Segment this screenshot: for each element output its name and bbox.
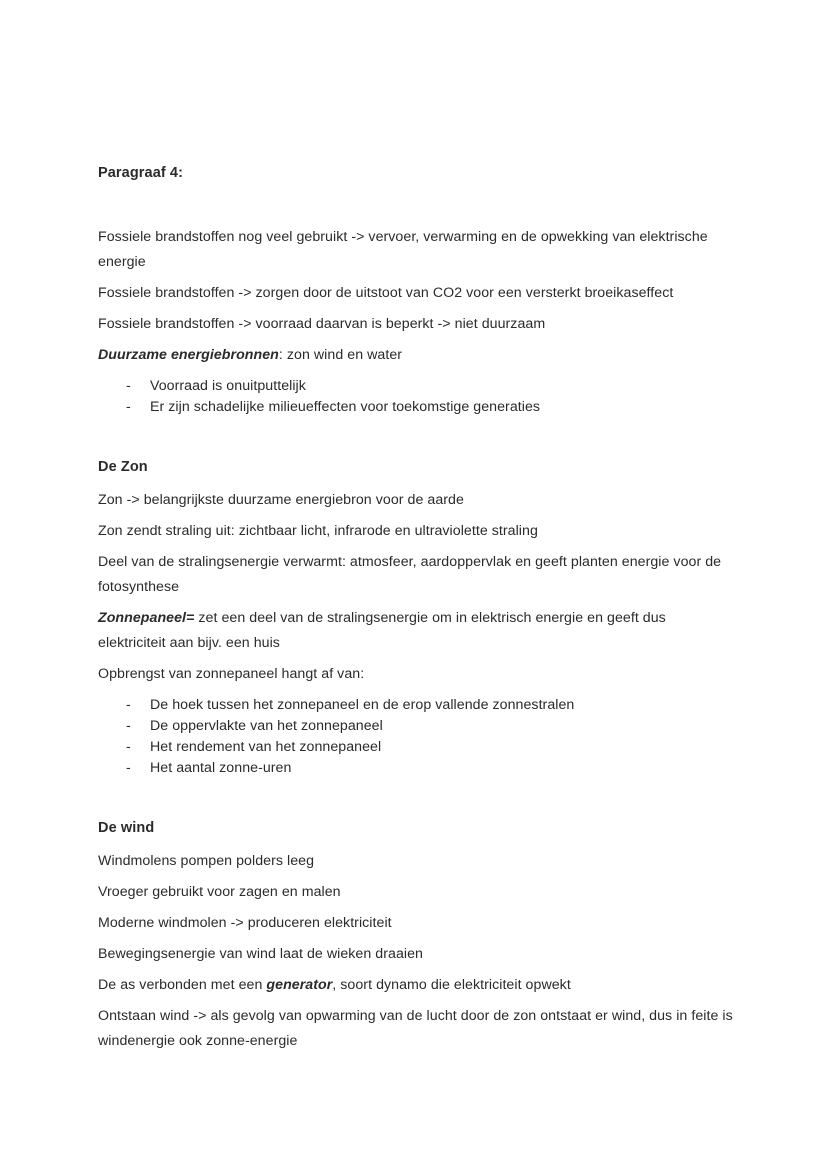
heading-de-zon: De Zon [98,459,148,475]
definition-term: Zonnepaneel= [98,610,195,626]
definition-term: Duurzame energiebronnen [98,347,279,363]
paragraph-opbrengst-intro: Opbrengst van zonnepaneel hangt af van: [98,666,365,682]
list-item-label: Het aantal zonne-uren [150,760,292,776]
list-item [98,376,734,397]
list-item [98,737,734,758]
paragraph-wind-vroeger: Vroeger gebruikt voor zagen en malen [98,884,341,900]
dash-marker: - [126,399,131,415]
paragraph-fossiele-gebruik: Fossiele brandstoffen nog veel gebruikt -> vervoer, verwarming en de opwekking van elektrische energie [98,229,708,270]
paragraph-wind-modern: Moderne windmolen -> produceren elektriciteit [98,915,392,931]
list-item-label: Voorraad is onuitputtelijk [150,378,306,394]
paragraph-fossiele-voorraad: Fossiele brandstoffen -> voorraad daarvan is beperkt -> niet duurzaam [98,316,546,332]
definition-rest: : zon wind en water [278,347,403,363]
list-item-label: Er zijn schadelijke milieueffecten voor toekomstige generaties [150,399,541,415]
paragraph-wind-ontstaan: Ontstaan wind -> als gevolg van opwarming van de lucht door de zon ontstaat er wind, dus in feite is windenergie ook zonne-energie [98,1008,733,1049]
list-item [98,716,734,737]
document-content [98,163,734,1060]
heading-de-wind: De wind [98,820,155,836]
paragraph-fossiele-co2: Fossiele brandstoffen -> zorgen door de uitstoot van CO2 voor een versterkt broeikaseffect [98,285,674,301]
section-gap-wind [98,779,734,818]
section-gap-zon [98,418,734,457]
list-item [98,397,734,418]
definition-zonnepaneel [98,606,734,656]
page-title: Paragraaf 4: [98,165,184,181]
generator-before: De as verbonden met een [98,977,267,993]
dash-marker: - [126,378,131,394]
list-item [98,758,734,779]
list-item-label: De hoek tussen het zonnepaneel en de erop vallende zonnestralen [150,697,575,713]
definition-term: generator [266,977,333,993]
list-item [98,695,734,716]
title-spacer [98,183,734,225]
list-item-label: Het rendement van het zonnepaneel [150,739,382,755]
definition-rest: zet een deel van de stralingsenergie om in elektrisch energie en geeft dus elektriciteit aan bijv. een huis [98,610,666,651]
definition-duurzame-energiebronnen [98,343,734,368]
paragraph-wind-bewegingsenergie: Bewegingsenergie van wind laat de wieken draaien [98,946,423,962]
list-opbrengst-factoren [98,695,734,779]
list-item-label: De oppervlakte van het zonnepaneel [150,718,383,734]
paragraph-wind-polders: Windmolens pompen polders leeg [98,853,315,869]
paragraph-zon-energiebron: Zon -> belangrijkste duurzame energiebron voor de aarde [98,492,464,508]
dash-marker: - [126,760,131,776]
paragraph-zon-stralingsenergie: Deel van de stralingsenergie verwarmt: atmosfeer, aardoppervlak en geeft planten energie voor de fotosynthese [98,554,722,595]
dash-marker: - [126,697,131,713]
paragraph-wind-generator [98,973,734,998]
dash-marker: - [126,718,131,734]
dash-marker: - [126,739,131,755]
generator-after: , soort dynamo die elektriciteit opwekt [332,977,571,993]
paragraph-zon-straling: Zon zendt straling uit: zichtbaar licht, infrarode en ultraviolette straling [98,523,538,539]
list-duurzame-kenmerken [98,376,734,418]
